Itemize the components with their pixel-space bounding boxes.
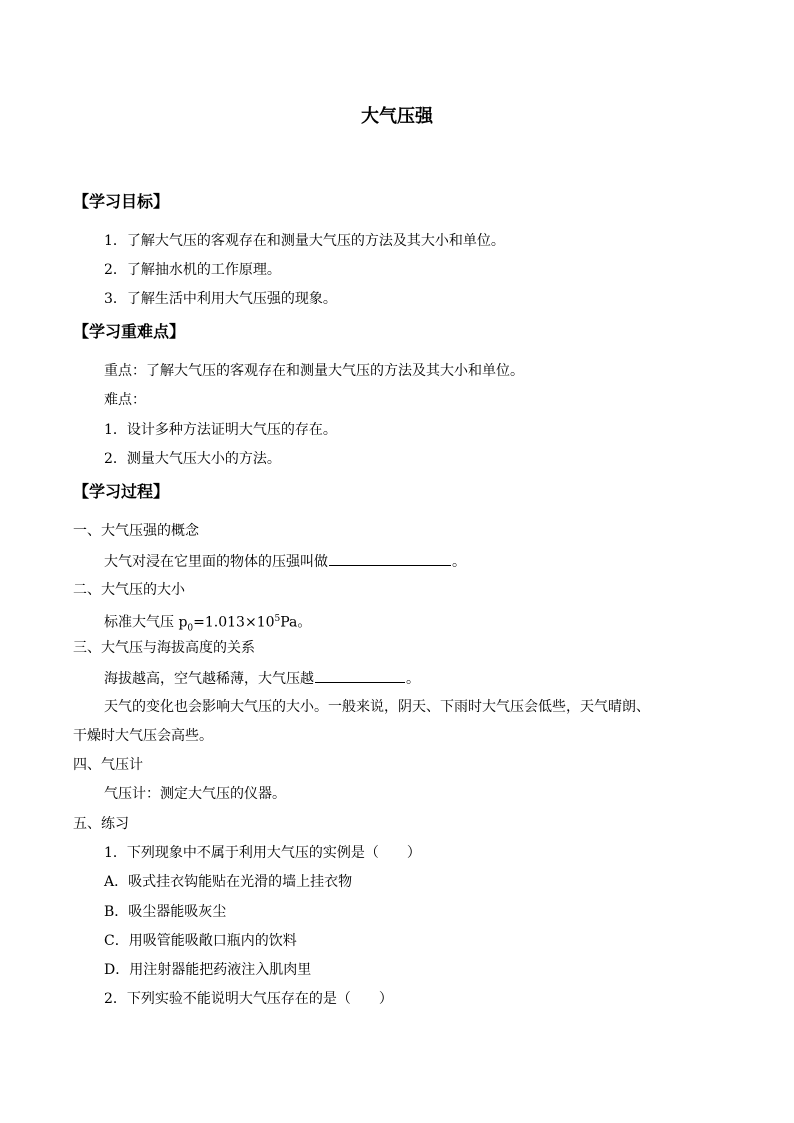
s2-sub: 0 — [187, 623, 194, 634]
section-text — [104, 550, 466, 572]
page-title: 大气压强 — [361, 106, 433, 127]
section-text — [104, 667, 420, 689]
s2-mid: =1.013×10 — [193, 614, 275, 631]
question: 2．下列实验不能说明大气压存在的是（ ） — [104, 991, 393, 1007]
paragraph-line: 干燥时大气压会高些。 — [73, 728, 213, 744]
key-focus: 重点：了解大气压的客观存在和测量大气压的方法及其大小和单位。 — [104, 363, 524, 379]
section-title: 一、大气压强的概念 — [73, 523, 199, 539]
section-title: 五、练习 — [73, 816, 129, 832]
option-item: C．用吸管能吸敞口瓶内的饮料 — [104, 933, 297, 949]
goal-item: 1．了解大气压的客观存在和测量大气压的方法及其大小和单位。 — [104, 233, 505, 249]
goals-heading: 【学习目标】 — [73, 192, 170, 211]
fill-blank[interactable] — [329, 550, 451, 566]
difficulty-item: 1．设计多种方法证明大气压的存在。 — [104, 422, 337, 438]
s3-text: 海拔越高，空气越稀薄，大气压越 — [104, 671, 314, 687]
process-heading: 【学习过程】 — [73, 482, 170, 501]
option-item: B．吸尘器能吸灰尘 — [104, 904, 227, 920]
option-item: D．用注射器能把药液注入肌肉里 — [104, 962, 312, 978]
goal-item: 2．了解抽水机的工作原理。 — [104, 262, 281, 278]
section-title: 三、大气压与海拔高度的关系 — [73, 640, 255, 656]
fill-blank[interactable] — [315, 667, 405, 683]
section-text: 气压计：测定大气压的仪器。 — [104, 786, 286, 802]
question: 1．下列现象中不属于利用大气压的实例是（ ） — [104, 845, 421, 861]
s1-end: 。 — [452, 554, 466, 570]
s2-end: Pa。 — [280, 614, 312, 631]
paragraph-line: 天气的变化也会影响大气压的大小。一般来说，阴天、下雨时大气压会低些，天气晴朗、 — [104, 699, 650, 715]
section-title: 四、气压计 — [73, 757, 143, 773]
difficulty-item: 2．测量大气压大小的方法。 — [104, 451, 281, 467]
option-item: A．吸式挂衣钩能贴在光滑的墙上挂衣物 — [104, 874, 353, 890]
s1-text: 大气对浸在它里面的物体的压强叫做 — [104, 554, 328, 570]
key-difficulty-label: 难点： — [104, 392, 146, 408]
key-points-heading: 【学习重难点】 — [73, 322, 186, 341]
goal-item: 3．了解生活中利用大气压强的现象。 — [104, 291, 337, 307]
s3-end: 。 — [406, 671, 420, 687]
standard-pressure — [104, 609, 311, 638]
section-title: 二、大气压的大小 — [73, 582, 185, 598]
s2-sup: 5 — [274, 614, 281, 624]
s2-prefix: 标准大气压 p — [104, 614, 188, 631]
